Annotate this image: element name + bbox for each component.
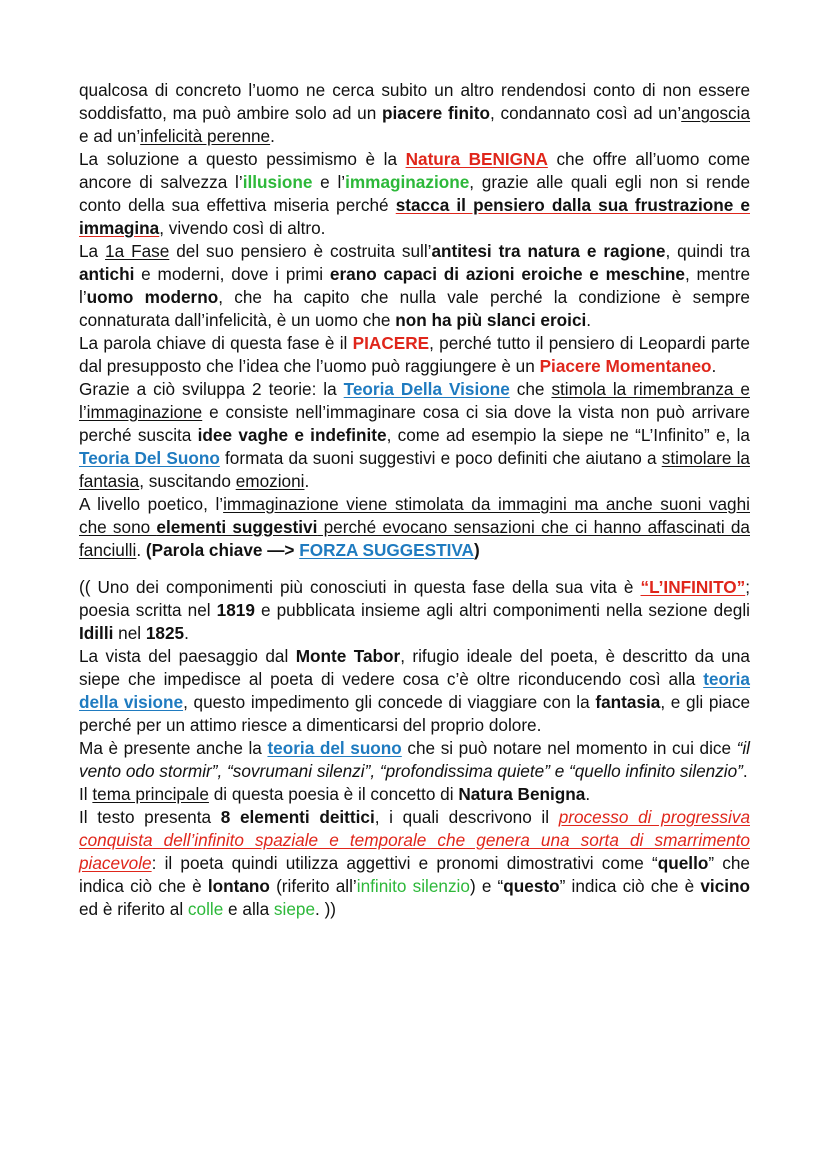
text-span: qualcosa di concreto l’uomo ne cerca subito un altro rendendosi conto di non essere soddisfatto, ma può ambire solo ad un [79, 80, 750, 123]
text-span: (( Uno dei componimenti più conosciuti in questa fase della sua vita è [79, 577, 641, 597]
term-angoscia: angoscia [681, 103, 751, 123]
term-stimolare-fantasia: stimolare la fantasia [79, 448, 750, 491]
term-forza-suggestiva: FORZA SUGGESTIVA [299, 540, 474, 560]
text-span: e pubblicata insieme agli altri componimenti nella sezione degli [254, 600, 750, 620]
text-span: Ma è presente anche la [79, 738, 268, 758]
term-1825: 1825 [145, 623, 185, 643]
text-span: . [270, 126, 275, 146]
text-span: , che ha capito che nulla vale perché la condizione è sempre connaturata dall’infelicità, è un uomo che [79, 287, 750, 330]
text-span: Il testo presenta [79, 807, 221, 827]
text-span: Il [79, 784, 93, 804]
term-piacere-finito: piacere finito [382, 103, 490, 123]
label-parola-chiave: (Parola chiave —> [145, 540, 300, 560]
text-span: e consiste nell’immaginare cosa ci sia dove la vista non può arrivare perché suscita [79, 402, 750, 445]
term-quello: quello [657, 853, 709, 873]
text-span: ed è riferito al [79, 899, 188, 919]
text-span: : il poeta quindi utilizza aggettivi e pronomi dimostrativi come “ [151, 853, 658, 873]
text-span: di questa poesia è il concetto di [208, 784, 459, 804]
term-fantasia: fantasia [595, 692, 661, 712]
text-span: che [509, 379, 552, 399]
term-teoria-del-suono: Teoria Del Suono [79, 448, 220, 468]
quote-verses: “il vento odo stormir”, “sovrumani silenzi”, “profondissima quiete” e “quello infinito silenzio” [79, 738, 751, 781]
text-span: , questo impedimento gli concede di viaggiare con la [183, 692, 596, 712]
text-span: . [585, 784, 591, 804]
text-span: ) e “ [469, 876, 504, 896]
term-stacca-il-pensiero: stacca il pensiero dalla sua frustrazione e immagina [79, 195, 750, 238]
text-span: La parola chiave di questa fase è il [79, 333, 353, 353]
text-span: , suscitando [139, 471, 236, 491]
term-siepe: siepe [273, 899, 316, 919]
paragraph-prima-fase [79, 240, 750, 332]
term-vicino: vicino [700, 876, 751, 896]
term-natura-benigna: Natura BENIGNA [405, 149, 548, 169]
paragraph-natura-benigna [79, 148, 750, 240]
text-span: , rifugio ideale del poeta, è descritto da una siepe che impedisce al poeta di vedere cosa c’è oltre riconducendo così alla [79, 646, 750, 689]
term-colle: colle [187, 899, 224, 919]
text-span: . [136, 540, 146, 560]
term-teoria-della-visione: Teoria Della Visione [343, 379, 510, 399]
term-infelicita-perenne: infelicità perenne [140, 126, 271, 146]
term-antitesi: antitesi tra natura e ragione [431, 241, 666, 261]
term-l-infinito: “L’INFINITO” [640, 577, 746, 597]
paragraph-infinito [79, 576, 750, 645]
term-azioni-eroiche: erano capaci di azioni eroiche e meschine [329, 264, 685, 284]
term-elementi-deittici: 8 elementi deittici [220, 807, 375, 827]
text-span: e moderni, dove i primi [134, 264, 330, 284]
text-span: che si può notare nel momento in cui dice [401, 738, 737, 758]
term-elementi-suggestivi: elementi suggestivi [156, 517, 318, 537]
term-lontano: lontano [207, 876, 270, 896]
text-span: formata da suoni suggestivi e poco definiti che aiutano a [219, 448, 662, 468]
term-uomo-moderno: uomo moderno [86, 287, 219, 307]
term-piacere-momentaneo: Piacere Momentaneo [539, 356, 712, 376]
text-span: nel [113, 623, 146, 643]
text-span: e l’ [312, 172, 346, 192]
text-span: . [711, 356, 717, 376]
term-rimembranza: stimola la rimembranza e l’immaginazione [79, 379, 750, 422]
term-idee-vaghe: idee vaghe e indefinite [197, 425, 387, 445]
text-span: La soluzione a questo pessimismo è la [79, 149, 406, 169]
text-span: , mentre l’ [79, 264, 750, 307]
text-span: , perché tutto il pensiero di Leopardi parte dal presupposto che l’idea che l’uomo può raggiungere è un [79, 333, 750, 376]
term-monte-tabor: Monte Tabor [295, 646, 401, 666]
text-span: , quindi tra [665, 241, 750, 261]
text-span: (riferito all’ [269, 876, 357, 896]
paragraph-monte-tabor [79, 645, 750, 737]
text-span: ) [473, 540, 480, 560]
paragraph-tema [79, 783, 750, 806]
text-span: . [304, 471, 310, 491]
term-illusione: illusione [242, 172, 313, 192]
paragraph-deittici [79, 806, 750, 921]
paragraph-livello-poetico [79, 493, 750, 562]
text-span: del suo pensiero è costruita sull’ [169, 241, 432, 261]
text-span: , vivendo così di altro. [159, 218, 326, 238]
text-span: che offre all’uomo come ancore di salvezza l’ [79, 149, 750, 192]
term-prima-fase: 1a Fase [105, 241, 170, 261]
term-immaginazione-stimolata: immaginazione viene stimolata da immagini ma anche suoni vaghi che sono [79, 494, 750, 537]
term-teoria-del-suono-2: teoria del suono [267, 738, 402, 758]
paragraph-piacere-finito [79, 79, 750, 148]
term-emozioni: emozioni [235, 471, 305, 491]
term-antichi: antichi [79, 264, 135, 284]
text-span: , i quali descrivono il [374, 807, 559, 827]
text-span: La [79, 241, 106, 261]
text-span: ; poesia scritta nel [79, 577, 750, 620]
text-span: , e gli piace perché per un attimo riesce a dimenticarsi del proprio dolore. [79, 692, 750, 735]
term-infinito-silenzio: infinito silenzio [356, 876, 470, 896]
text-span: . [184, 623, 189, 643]
term-piacere: PIACERE [352, 333, 430, 353]
text-span: , come ad esempio la siepe ne “L’Infinito” e, la [386, 425, 750, 445]
term-tema-principale: tema principale [92, 784, 209, 804]
text-span: La vista del paesaggio dal [79, 646, 296, 666]
paragraph-teoria-suono [79, 737, 750, 783]
text-span: , grazie alle quali egli non si rende conto della sua effettiva miseria perché [79, 172, 751, 215]
term-1819: 1819 [216, 600, 255, 620]
term-questo: questo [503, 876, 560, 896]
term-idilli: Idilli [79, 623, 114, 643]
text-span: Grazie a ciò sviluppa 2 teorie: la [79, 379, 344, 399]
text-span: A livello poetico, l’ [79, 494, 224, 514]
text-span: . )) [315, 899, 337, 919]
term-slanci-eroici: non ha più slanci eroici [395, 310, 587, 330]
paragraph-teorie [79, 378, 750, 493]
text-span: . [586, 310, 592, 330]
term-teoria-della-visione-2: teoria della visione [79, 669, 750, 712]
term-processo-conquista: processo di progressiva conquista dell’infinito spaziale e temporale che genera una sorta di smarrimento piacevole [79, 807, 750, 873]
term-natura-benigna-2: Natura Benigna [458, 784, 586, 804]
text-span: e ad un’ [79, 126, 141, 146]
text-span: . [742, 761, 748, 781]
paragraph-piacere [79, 332, 750, 378]
text-span: , condannato così ad un’ [489, 103, 682, 123]
term-immaginazione: immaginazione [345, 172, 470, 192]
text-span: ” che indica ciò che è [79, 853, 750, 896]
text-span: e alla [223, 899, 274, 919]
text-span: ” indica ciò che è [559, 876, 701, 896]
term-evocano-sensazioni: perché evocano sensazioni che ci hanno affascinati da fanciulli [79, 517, 750, 560]
